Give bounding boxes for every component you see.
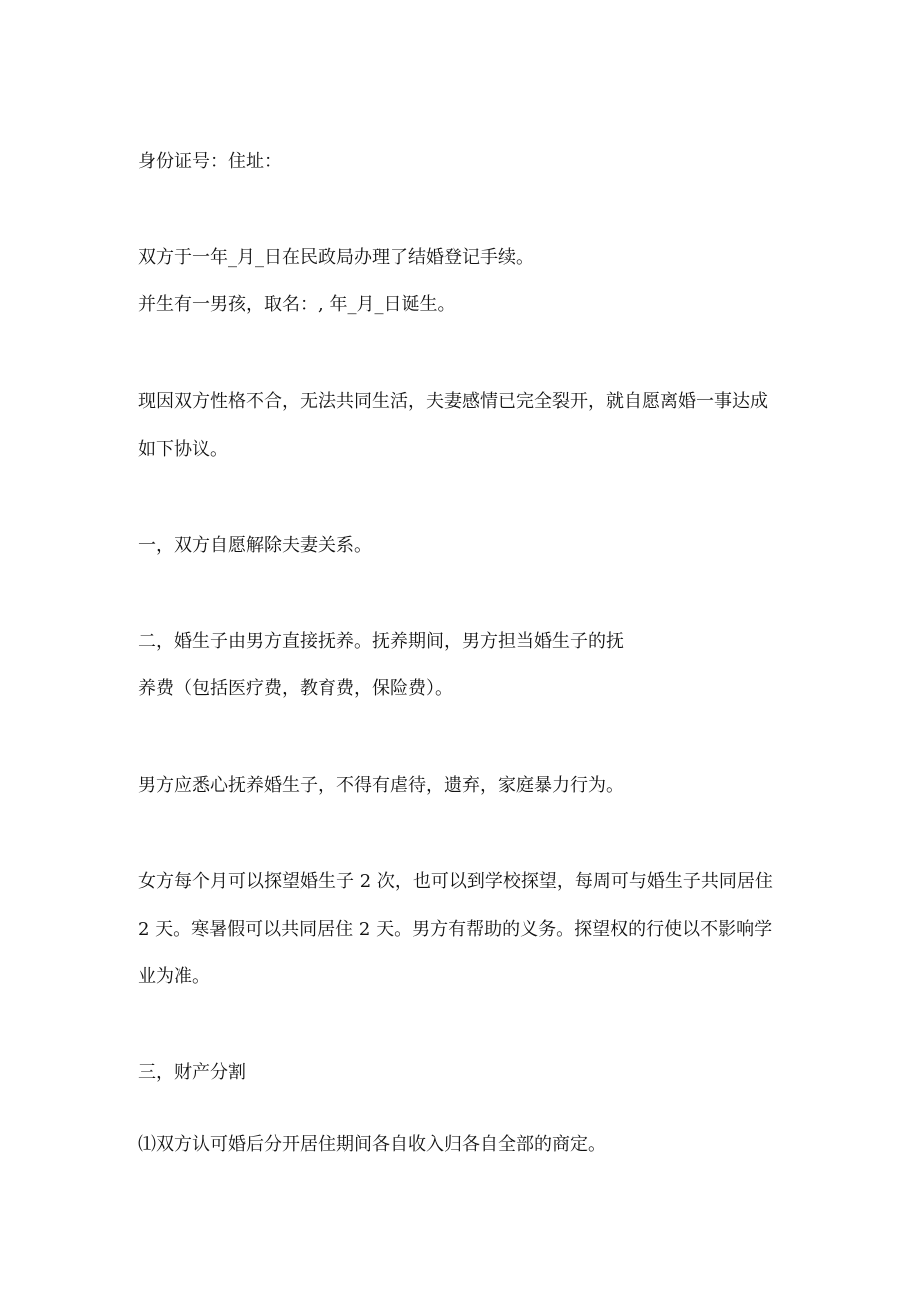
child-birth-line: 并生有一男孩，取名：, 年_月_日诞生。 [138,294,456,315]
visitation-paragraph-line-2: 2 天。寒暑假可以共同居住 2 天。男方有帮助的义务。探望权的行使以不影响学 [138,919,773,940]
visitation-paragraph-line-3: 业为准。 [138,966,210,987]
reason-paragraph-line-1: 现因双方性格不合，无法共同生活，夫妻感情已完全裂开，就自愿离婚一事达成 [138,391,768,412]
property-item-1: ⑴双方认可婚后分开居住期间各自收入归各自全部的商定。 [138,1134,606,1155]
clause-two-line-1: 二，婚生子由男方直接抚养。抚养期间，男方担当婚生子的抚 [138,631,624,652]
clause-one: 一，双方自愿解除夫妻关系。 [138,535,372,556]
visitation-paragraph-line-1: 女方每个月可以探望婚生子 2 次，也可以到学校探望，每周可与婚生子共同居住 [138,871,773,892]
clause-three-heading: 三，财产分割 [138,1062,246,1083]
id-address-line: 身份证号：住址： [138,151,282,172]
reason-paragraph-line-2: 如下协议。 [138,439,228,460]
marriage-registration-line: 双方于一年_月_日在民政局办理了结婚登记手续。 [138,247,534,268]
clause-two-line-2: 养费（包括医疗费，教育费，保险费）。 [138,678,453,699]
father-duty-line: 男方应悉心抚养婚生子，不得有虐待，遗弃，家庭暴力行为。 [138,775,624,796]
